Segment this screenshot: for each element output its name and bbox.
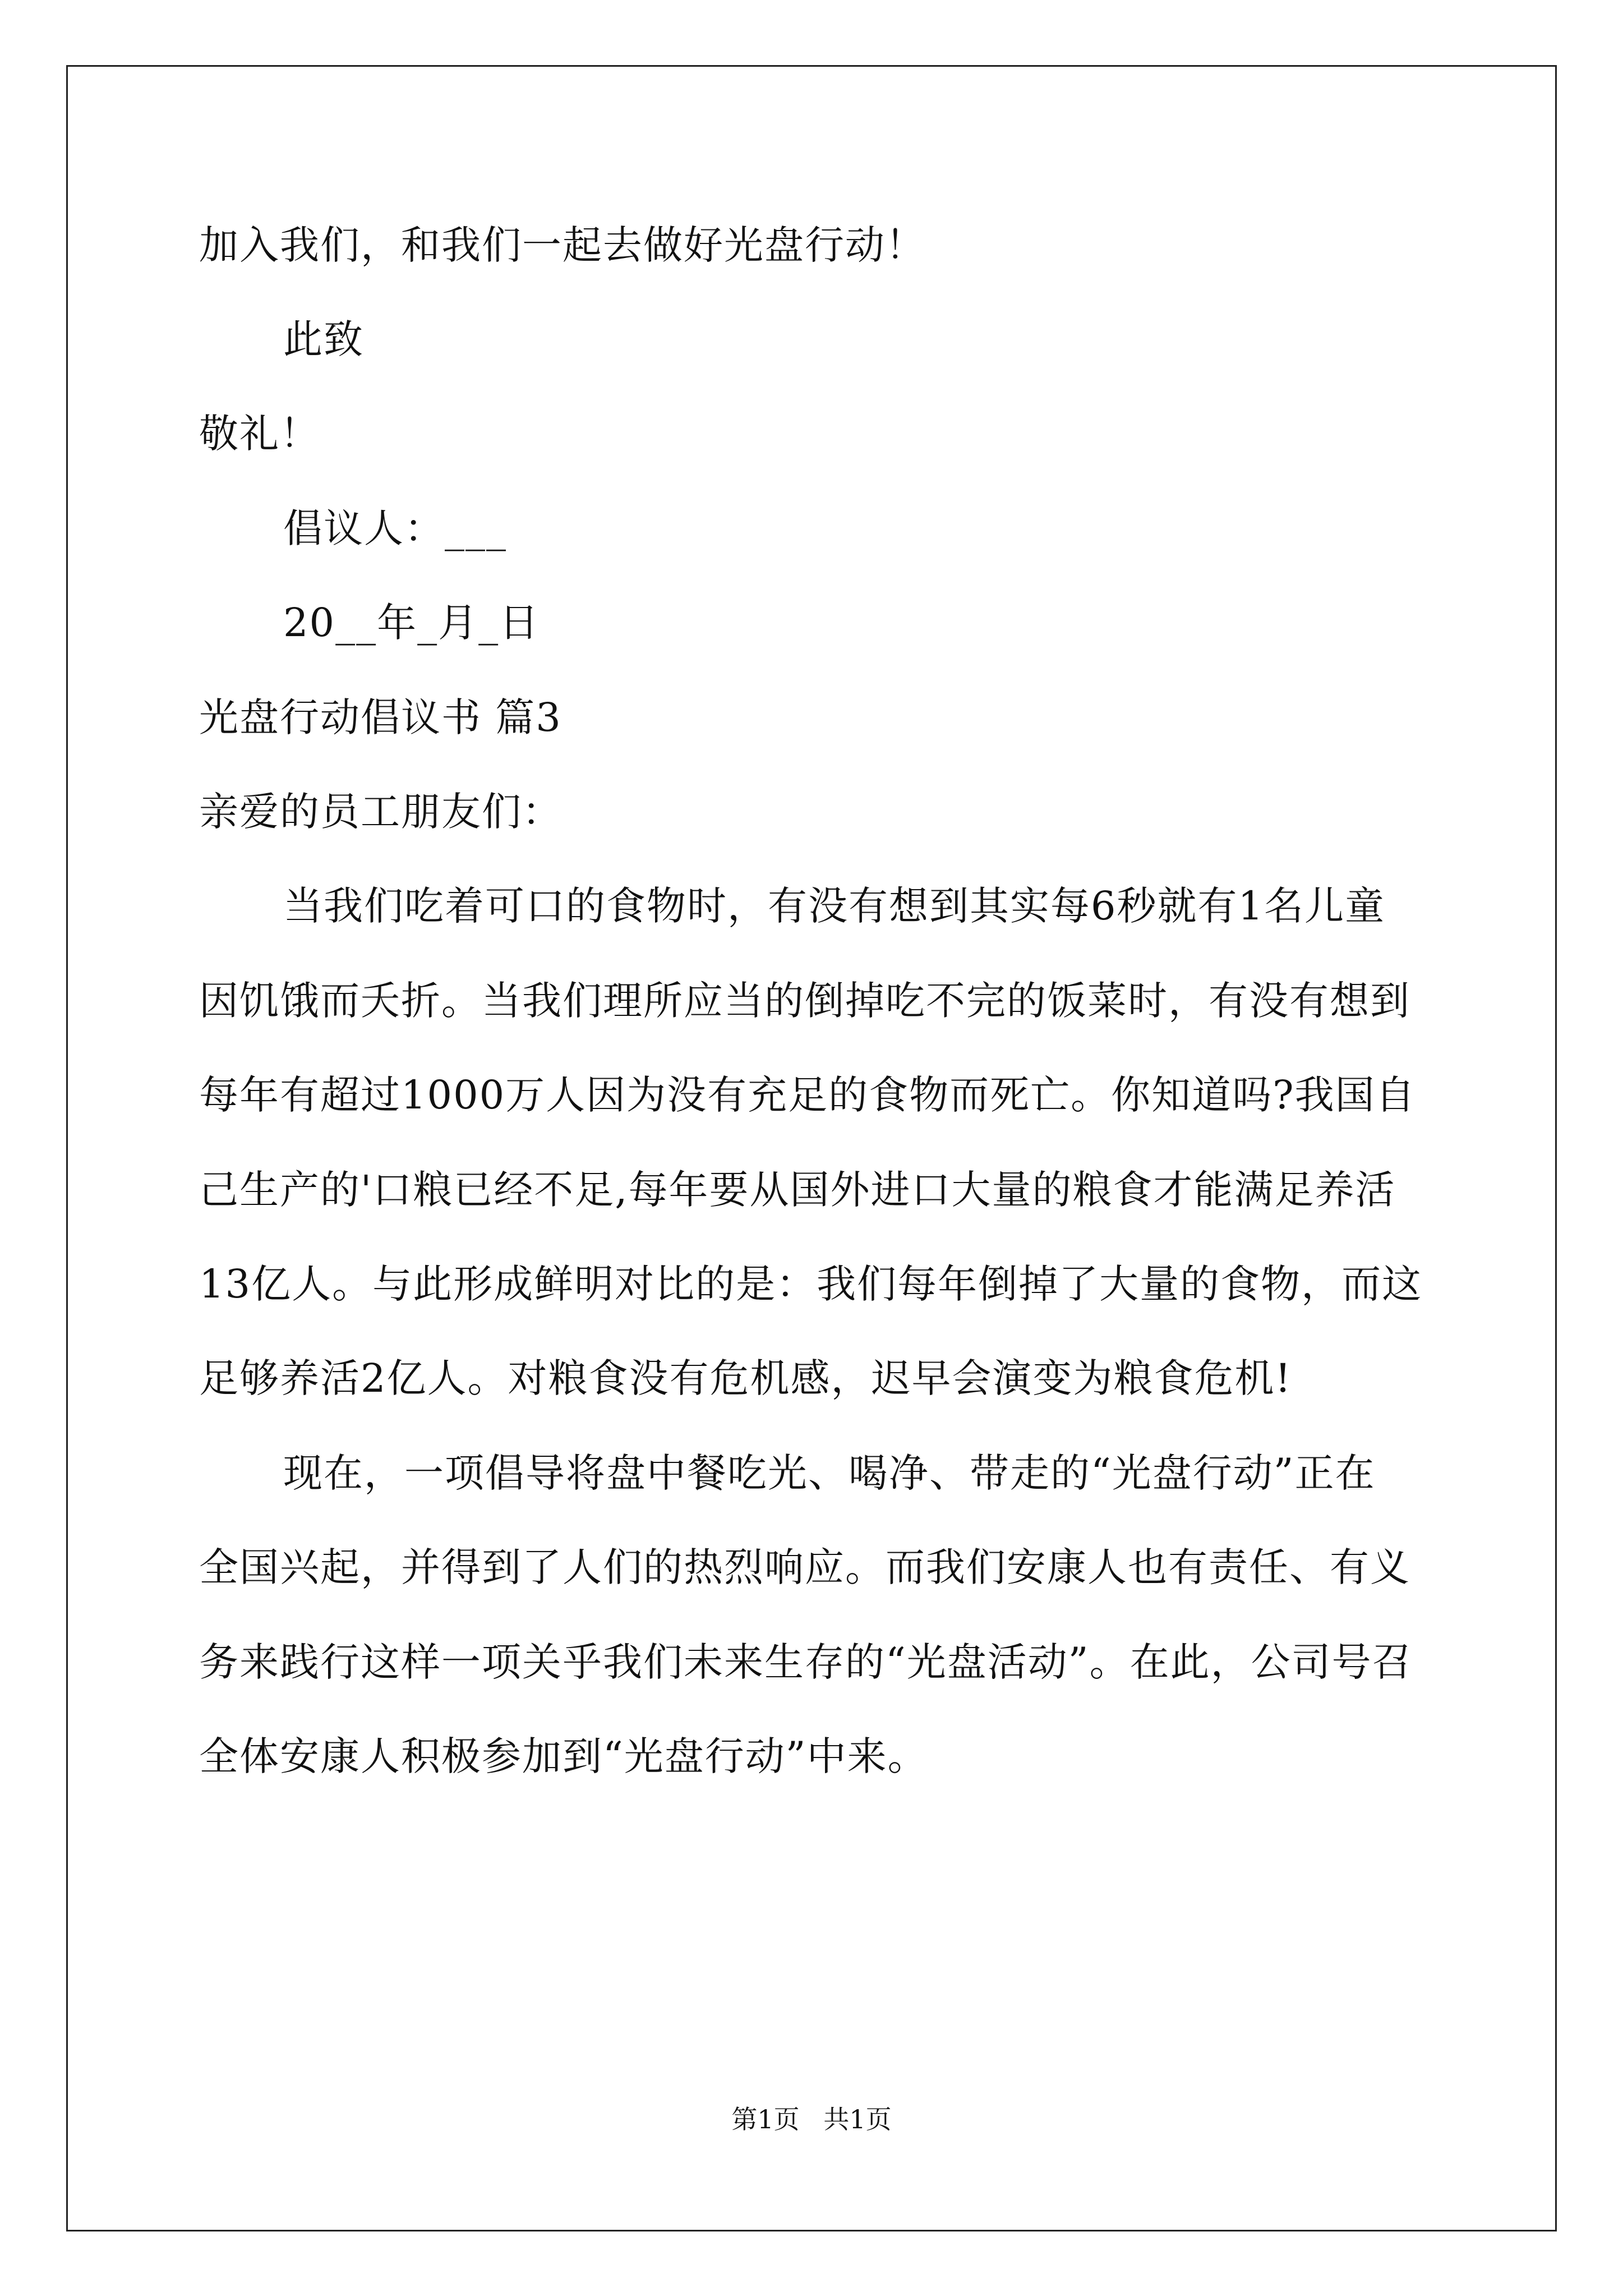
- text-line: 当我们吃着可口的食物时，有没有想到其实每6秒就有1名儿童: [283, 883, 1386, 929]
- page-footer: [0, 2102, 1623, 2136]
- text-line: 敬礼！: [199, 411, 320, 457]
- text-line: 现在，一项倡导将盘中餐吃光、喝净、带走的“光盘行动”正在: [283, 1450, 1376, 1496]
- text-line: 倡议人：___: [283, 505, 507, 551]
- text-line: 每年有超过1000万人因为没有充足的食物而死亡。你知道吗?我国自: [199, 1072, 1416, 1118]
- page-total: 共1页: [823, 2104, 892, 2134]
- text-line: 因饥饿而夭折。当我们理所应当的倒掉吃不完的饭菜时，有没有想到: [199, 978, 1410, 1024]
- text-line: 务来践行这样一项关乎我们未来生存的“光盘活动”。在此，公司号召: [199, 1639, 1413, 1685]
- text-line: 全国兴起，并得到了人们的热烈响应。而我们安康人也有责任、有义: [199, 1544, 1410, 1590]
- section-heading: 光盘行动倡议书 篇3: [199, 694, 562, 740]
- text-line: 足够养活2亿人。对粮食没有危机感，迟早会演变为粮食危机!: [199, 1355, 1292, 1401]
- text-line: 20__年_月_日: [283, 600, 540, 646]
- text-line: 己生产的'口粮已经不足,每年要从国外进口大量的粮食才能满足养活: [199, 1167, 1396, 1213]
- text-line: 全体安康人积极参加到“光盘行动”中来。: [199, 1733, 928, 1779]
- salutation: 亲爱的员工朋友们：: [199, 789, 562, 835]
- text-line: 加入我们，和我们一起去做好光盘行动！: [199, 222, 926, 268]
- page-number: 第1页: [731, 2104, 800, 2134]
- text-line: 此致: [283, 316, 364, 362]
- page-border: [66, 65, 1557, 2231]
- text-line: 13亿人。与此形成鲜明对比的是：我们每年倒掉了大量的食物，而这: [199, 1261, 1423, 1307]
